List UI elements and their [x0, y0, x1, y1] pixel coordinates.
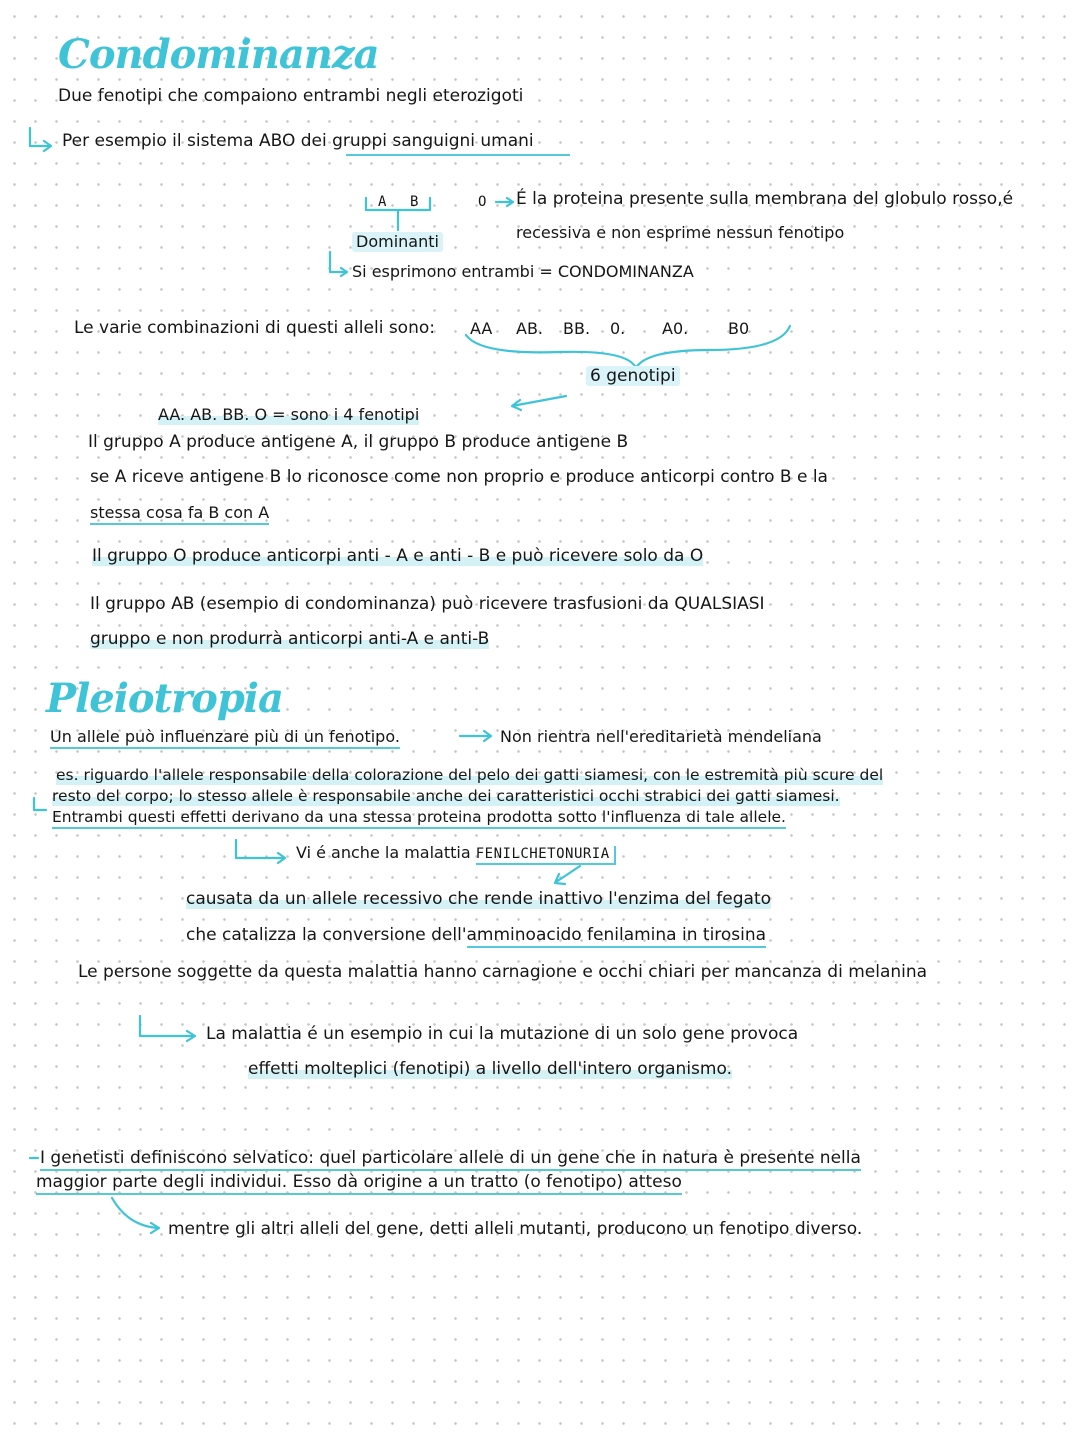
cause-line-2: che catalizza la conversione dell'amminoacido fenilamina in tirosina	[186, 925, 766, 945]
allele-a: A	[378, 194, 387, 210]
underline-divider	[346, 154, 570, 156]
page-title-condominanza: Condominanza	[58, 31, 379, 78]
example-text: Per esempio il sistema ABO dei gruppi sanguigni umani	[62, 131, 534, 151]
arrow-icon	[236, 840, 285, 863]
genotype-6: B0	[728, 319, 750, 338]
section-title-pleiotropia: Pleiotropia	[46, 675, 283, 722]
arrow-icon	[330, 252, 347, 276]
group-ab-line-1: Il gruppo AB (esempio di condominanza) può ricevere trasfusioni da QUALSIASI	[90, 594, 765, 614]
definition-text: Due fenotipi che compaiono entrambi negli eterozigoti	[58, 86, 524, 106]
genotype-2: AB.	[516, 319, 544, 338]
selvatico-line-1: I genetisti definiscono selvatico: quel particolare allele di un gene che in natura è presente nella	[40, 1148, 861, 1168]
arrow-icon	[555, 866, 580, 884]
arrow-icon	[512, 396, 566, 410]
example-line-3: Entrambi questi effetti derivano da una stessa proteina prodotta sotto l'influenza di tale allele.	[52, 807, 786, 827]
recognition-line-1: se A riceve antigene B lo riconosce come non proprio e produce anticorpi contro B e la	[90, 467, 828, 487]
mutation-line-2: effetti molteplici (fenotipi) a livello dell'intero organismo.	[248, 1059, 732, 1079]
selvatico-line-3: mentre gli altri alleli del gene, detti alleli mutanti, producono un fenotipo diverso.	[168, 1219, 863, 1239]
bracket-icon	[366, 198, 430, 230]
selvatico-line-2: maggior parte degli individui. Esso dà origine a un tratto (o fenotipo) atteso	[36, 1172, 682, 1192]
example-line-1: es. riguardo l'allele responsabile della colorazione del pelo dei gatti siamesi, con le estremità più scure del	[56, 766, 884, 784]
disease-name: FENILCHETONURIA	[476, 846, 616, 865]
group-a-text: Il gruppo A produce antigene A, il gruppo B produce antigene B	[88, 432, 629, 452]
pleiotropia-definition: Un allele può influenzare più di un fenotipo.	[50, 727, 400, 747]
genotype-1: AA	[470, 319, 493, 338]
genotype-4: 0.	[610, 319, 626, 338]
arrow-icon	[140, 1016, 195, 1041]
not-mendelian-text: Non rientra nell'ereditarietà mendeliana	[500, 727, 822, 746]
dominant-label: Dominanti	[352, 232, 443, 252]
phenotypes-text: AA. AB. BB. O = sono i 4 fenotipi	[158, 405, 420, 424]
arrow-icon	[460, 731, 491, 741]
arrow-icon	[496, 198, 513, 206]
mutation-line-1: La malattia é un esempio in cui la mutazione di un solo gene provoca	[206, 1024, 799, 1044]
people-text: Le persone soggette da questa malattia hanno carnagione e occhi chiari per mancanza di melanina	[78, 962, 928, 982]
o-note-line-1: É la proteina presente sulla membrana del globulo rosso,é	[516, 189, 1014, 209]
genotypes-count: 6 genotipi	[586, 366, 680, 386]
example-line-2: resto del corpo; lo stesso allele è responsabile anche dei caratteristici occhi strabici dei gatti siamesi.	[52, 787, 840, 805]
combinations-intro: Le varie combinazioni di questi alleli sono:	[74, 318, 435, 338]
group-ab-line-2: gruppo e non produrrà anticorpi anti-A e anti-B	[90, 629, 490, 649]
recognition-line-2: stessa cosa fa B con A	[90, 503, 269, 523]
disease-line: Vi é anche la malattia FENILCHETONURIA	[296, 843, 616, 864]
both-expressed-text: Si esprimono entrambi = CONDOMINANZA	[352, 262, 694, 281]
allele-b: B	[410, 194, 419, 210]
arrow-icon	[30, 128, 51, 151]
group-o-text: Il gruppo O produce anticorpi anti - A e anti - B e può ricevere solo da O	[92, 546, 704, 566]
cause-line-1: causata da un allele recessivo che rende inattivo l'enzima del fegato	[186, 889, 772, 909]
allele-o: O	[478, 194, 487, 210]
o-note-line-2: recessiva e non esprime nessun fenotipo	[516, 223, 845, 242]
arrow-icon	[112, 1198, 159, 1233]
genotype-5: A0.	[662, 319, 689, 338]
genotype-3: BB.	[563, 319, 591, 338]
